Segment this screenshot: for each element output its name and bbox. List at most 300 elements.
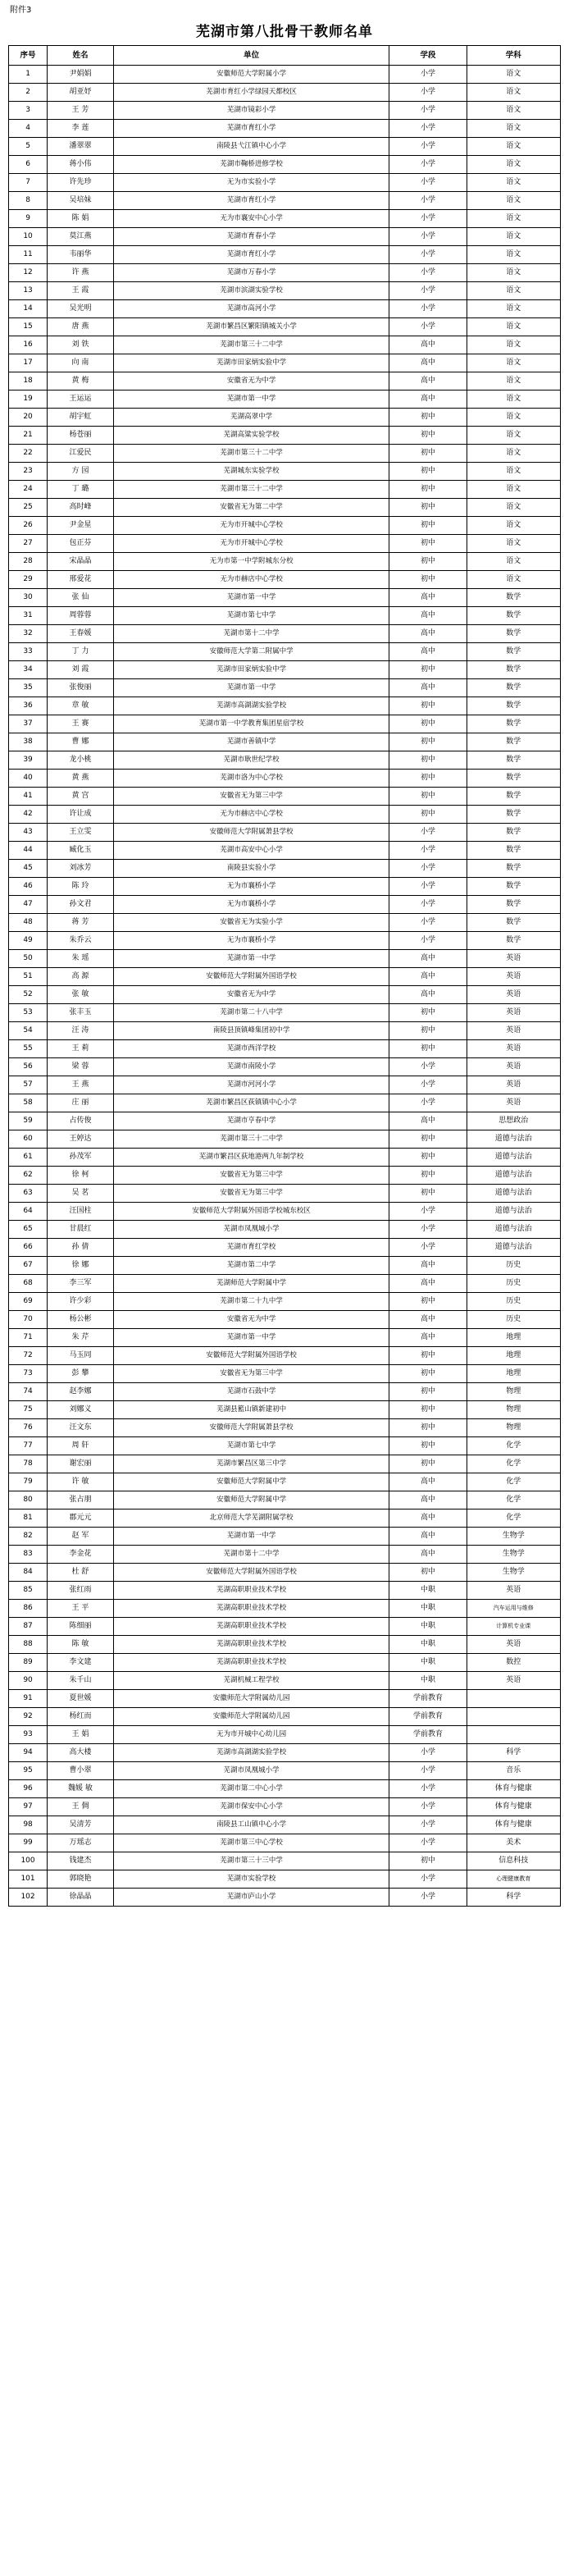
cell-unit: 安徽师范大学附属小学 bbox=[113, 66, 389, 84]
table-row bbox=[9, 1239, 561, 1257]
cell-subject: 语文 bbox=[467, 409, 560, 427]
cell-unit: 安徽省无为第三中学 bbox=[113, 1167, 389, 1185]
cell-name: 孙 倩 bbox=[48, 1239, 114, 1257]
cell-stage: 高中 bbox=[389, 1257, 467, 1275]
cell-name: 吴光明 bbox=[48, 300, 114, 318]
cell-unit: 芜湖市实验学校 bbox=[113, 1870, 389, 1889]
table-row bbox=[9, 427, 561, 445]
cell-name: 李三军 bbox=[48, 1275, 114, 1293]
cell-unit: 芜湖高翠中学 bbox=[113, 409, 389, 427]
cell-seq: 4 bbox=[9, 120, 48, 138]
cell-subject: 信息科技 bbox=[467, 1852, 560, 1870]
table-row bbox=[9, 553, 561, 571]
cell-stage: 小学 bbox=[389, 210, 467, 228]
cell-seq: 61 bbox=[9, 1149, 48, 1167]
cell-seq: 60 bbox=[9, 1130, 48, 1149]
cell-seq: 65 bbox=[9, 1221, 48, 1239]
cell-subject: 语文 bbox=[467, 66, 560, 84]
table-row bbox=[9, 210, 561, 228]
cell-seq: 3 bbox=[9, 102, 48, 120]
cell-seq: 23 bbox=[9, 463, 48, 481]
cell-stage: 高中 bbox=[389, 643, 467, 661]
table-row bbox=[9, 950, 561, 968]
cell-name: 高 源 bbox=[48, 968, 114, 986]
cell-name: 章 敏 bbox=[48, 697, 114, 715]
cell-seq: 96 bbox=[9, 1780, 48, 1798]
table-row bbox=[9, 1780, 561, 1798]
cell-subject: 语文 bbox=[467, 571, 560, 589]
cell-subject: 语文 bbox=[467, 499, 560, 517]
cell-name: 甘晨红 bbox=[48, 1221, 114, 1239]
table-row bbox=[9, 535, 561, 553]
cell-name: 王 霞 bbox=[48, 282, 114, 300]
table-row bbox=[9, 914, 561, 932]
cell-unit: 芜湖市第三中心学校 bbox=[113, 1834, 389, 1852]
cell-unit: 芜湖市万春小学 bbox=[113, 264, 389, 282]
cell-unit: 南陵县实验小学 bbox=[113, 860, 389, 878]
cell-subject: 语文 bbox=[467, 336, 560, 354]
cell-stage: 初中 bbox=[389, 499, 467, 517]
cell-name: 莫江燕 bbox=[48, 228, 114, 246]
table-row bbox=[9, 282, 561, 300]
cell-seq: 69 bbox=[9, 1293, 48, 1311]
cell-name: 陈 敏 bbox=[48, 1636, 114, 1654]
cell-seq: 98 bbox=[9, 1816, 48, 1834]
cell-seq: 18 bbox=[9, 372, 48, 391]
cell-stage: 小学 bbox=[389, 1834, 467, 1852]
cell-subject: 数控 bbox=[467, 1654, 560, 1672]
cell-seq: 58 bbox=[9, 1094, 48, 1112]
table-row bbox=[9, 697, 561, 715]
cell-unit: 芜湖市镜彩小学 bbox=[113, 102, 389, 120]
cell-seq: 19 bbox=[9, 391, 48, 409]
cell-stage: 初中 bbox=[389, 1437, 467, 1455]
cell-seq: 51 bbox=[9, 968, 48, 986]
cell-name: 江爱民 bbox=[48, 445, 114, 463]
cell-subject: 生物学 bbox=[467, 1546, 560, 1564]
cell-subject: 科学 bbox=[467, 1889, 560, 1907]
cell-subject: 数学 bbox=[467, 788, 560, 806]
cell-unit: 芜湖市善镇中学 bbox=[113, 733, 389, 751]
cell-subject: 语文 bbox=[467, 84, 560, 102]
cell-seq: 9 bbox=[9, 210, 48, 228]
table-row bbox=[9, 1149, 561, 1167]
cell-stage: 高中 bbox=[389, 1329, 467, 1347]
table-row bbox=[9, 481, 561, 499]
cell-seq: 7 bbox=[9, 174, 48, 192]
cell-stage: 小学 bbox=[389, 896, 467, 914]
cell-stage: 初中 bbox=[389, 481, 467, 499]
cell-stage: 小学 bbox=[389, 1780, 467, 1798]
cell-stage: 初中 bbox=[389, 1383, 467, 1401]
cell-subject: 英语 bbox=[467, 1058, 560, 1076]
cell-seq: 62 bbox=[9, 1167, 48, 1185]
cell-name: 刘 铁 bbox=[48, 336, 114, 354]
cell-stage: 初中 bbox=[389, 1455, 467, 1473]
cell-subject: 语文 bbox=[467, 553, 560, 571]
page-title: 芜湖市第八批骨干教师名单 bbox=[196, 24, 373, 40]
cell-stage: 学前教育 bbox=[389, 1690, 467, 1708]
table-row bbox=[9, 445, 561, 463]
cell-seq: 88 bbox=[9, 1636, 48, 1654]
table-row bbox=[9, 571, 561, 589]
cell-unit: 芜湖市第七中学 bbox=[113, 1437, 389, 1455]
cell-subject: 化学 bbox=[467, 1510, 560, 1528]
cell-seq: 11 bbox=[9, 246, 48, 264]
cell-unit: 北京师范大学芜湖附属学校 bbox=[113, 1510, 389, 1528]
cell-subject: 汽车运用与维修 bbox=[467, 1600, 560, 1618]
cell-unit: 芜湖市第三十二中学 bbox=[113, 1130, 389, 1149]
cell-name: 占传俊 bbox=[48, 1112, 114, 1130]
cell-stage: 初中 bbox=[389, 1167, 467, 1185]
cell-name: 许先珍 bbox=[48, 174, 114, 192]
cell-name: 汪文东 bbox=[48, 1419, 114, 1437]
cell-name: 谢宏丽 bbox=[48, 1455, 114, 1473]
cell-seq: 82 bbox=[9, 1528, 48, 1546]
cell-stage: 小学 bbox=[389, 1076, 467, 1094]
table-row bbox=[9, 589, 561, 607]
cell-stage: 初中 bbox=[389, 1419, 467, 1437]
cell-stage: 初中 bbox=[389, 427, 467, 445]
table-row bbox=[9, 770, 561, 788]
cell-unit: 芜湖市第七中学 bbox=[113, 607, 389, 625]
cell-unit: 南陵县工山镇中心小学 bbox=[113, 1816, 389, 1834]
cell-stage: 高中 bbox=[389, 1112, 467, 1130]
cell-stage: 初中 bbox=[389, 1149, 467, 1167]
cell-subject: 语文 bbox=[467, 174, 560, 192]
table-row bbox=[9, 1167, 561, 1185]
cell-stage: 高中 bbox=[389, 1491, 467, 1510]
table-row bbox=[9, 1889, 561, 1907]
cell-name: 赵李娜 bbox=[48, 1383, 114, 1401]
cell-stage: 高中 bbox=[389, 1275, 467, 1293]
cell-subject bbox=[467, 1726, 560, 1744]
cell-seq: 67 bbox=[9, 1257, 48, 1275]
cell-stage: 中职 bbox=[389, 1618, 467, 1636]
cell-stage: 小学 bbox=[389, 1221, 467, 1239]
cell-stage: 小学 bbox=[389, 914, 467, 932]
cell-subject: 语文 bbox=[467, 354, 560, 372]
cell-seq: 72 bbox=[9, 1347, 48, 1365]
table-row bbox=[9, 1582, 561, 1600]
cell-name: 朱乔云 bbox=[48, 932, 114, 950]
cell-stage: 初中 bbox=[389, 733, 467, 751]
cell-unit: 芜湖市第一中学 bbox=[113, 391, 389, 409]
cell-seq: 47 bbox=[9, 896, 48, 914]
cell-subject: 英语 bbox=[467, 1004, 560, 1022]
cell-name: 张占朋 bbox=[48, 1491, 114, 1510]
cell-stage: 初中 bbox=[389, 1347, 467, 1365]
cell-seq: 84 bbox=[9, 1564, 48, 1582]
cell-seq: 89 bbox=[9, 1654, 48, 1672]
cell-name: 郡元元 bbox=[48, 1510, 114, 1528]
cell-name: 唐 燕 bbox=[48, 318, 114, 336]
cell-subject: 语文 bbox=[467, 318, 560, 336]
cell-stage: 中职 bbox=[389, 1600, 467, 1618]
cell-subject: 道德与法治 bbox=[467, 1203, 560, 1221]
cell-seq: 53 bbox=[9, 1004, 48, 1022]
table-row bbox=[9, 336, 561, 354]
cell-subject: 地理 bbox=[467, 1347, 560, 1365]
cell-name: 许 燕 bbox=[48, 264, 114, 282]
cell-seq: 38 bbox=[9, 733, 48, 751]
cell-subject: 生物学 bbox=[467, 1528, 560, 1546]
cell-stage: 小学 bbox=[389, 1094, 467, 1112]
cell-name: 杨苍丽 bbox=[48, 427, 114, 445]
cell-unit: 芜湖市第一中学教育集团星宿学校 bbox=[113, 715, 389, 733]
cell-seq: 83 bbox=[9, 1546, 48, 1564]
cell-seq: 73 bbox=[9, 1365, 48, 1383]
cell-name: 赵 军 bbox=[48, 1528, 114, 1546]
cell-seq: 22 bbox=[9, 445, 48, 463]
cell-subject: 科学 bbox=[467, 1744, 560, 1762]
cell-unit: 芜湖市第二十八中学 bbox=[113, 1004, 389, 1022]
cell-name: 黄 梅 bbox=[48, 372, 114, 391]
cell-seq: 99 bbox=[9, 1834, 48, 1852]
cell-stage: 小学 bbox=[389, 66, 467, 84]
cell-seq: 37 bbox=[9, 715, 48, 733]
cell-unit: 芜湖机械工程学校 bbox=[113, 1672, 389, 1690]
cell-name: 王 芳 bbox=[48, 102, 114, 120]
cell-seq: 32 bbox=[9, 625, 48, 643]
cell-stage: 小学 bbox=[389, 300, 467, 318]
cell-unit: 芜湖市第一中学 bbox=[113, 1329, 389, 1347]
cell-unit: 芜湖市高湖湖实验学校 bbox=[113, 697, 389, 715]
cell-stage: 初中 bbox=[389, 1022, 467, 1040]
table-row bbox=[9, 1510, 561, 1528]
cell-name: 彭 攀 bbox=[48, 1365, 114, 1383]
cell-subject: 数学 bbox=[467, 896, 560, 914]
cell-stage: 小学 bbox=[389, 192, 467, 210]
table-row bbox=[9, 1744, 561, 1762]
cell-unit: 芜湖市育红小学 bbox=[113, 120, 389, 138]
cell-unit: 芜湖市河河小学 bbox=[113, 1076, 389, 1094]
cell-subject: 英语 bbox=[467, 986, 560, 1004]
cell-name: 曹小翠 bbox=[48, 1762, 114, 1780]
cell-unit: 芜湖市凤凰城小学 bbox=[113, 1221, 389, 1239]
cell-name: 王春媛 bbox=[48, 625, 114, 643]
table-row bbox=[9, 733, 561, 751]
cell-name: 尹娟娟 bbox=[48, 66, 114, 84]
cell-subject: 化学 bbox=[467, 1455, 560, 1473]
cell-subject: 语文 bbox=[467, 246, 560, 264]
cell-seq: 12 bbox=[9, 264, 48, 282]
cell-unit: 芜湖市第一中学 bbox=[113, 950, 389, 968]
cell-name: 朱 瑶 bbox=[48, 950, 114, 968]
cell-unit: 芜湖市繁昌区繁阳镇城关小学 bbox=[113, 318, 389, 336]
cell-unit: 芜湖市育春小学 bbox=[113, 228, 389, 246]
cell-stage: 小学 bbox=[389, 1203, 467, 1221]
cell-name: 曹 娜 bbox=[48, 733, 114, 751]
cell-subject: 物理 bbox=[467, 1401, 560, 1419]
cell-name: 李文建 bbox=[48, 1654, 114, 1672]
cell-unit: 无为市开城中心学校 bbox=[113, 517, 389, 535]
cell-seq: 75 bbox=[9, 1401, 48, 1419]
cell-seq: 92 bbox=[9, 1708, 48, 1726]
cell-stage: 小学 bbox=[389, 878, 467, 896]
cell-unit: 芜湖市育红小学绿园天都校区 bbox=[113, 84, 389, 102]
table-row bbox=[9, 1022, 561, 1040]
cell-name: 王 平 bbox=[48, 1600, 114, 1618]
table-row bbox=[9, 138, 561, 156]
cell-name: 刘 霞 bbox=[48, 661, 114, 679]
table-row bbox=[9, 1708, 561, 1726]
cell-name: 许让成 bbox=[48, 806, 114, 824]
cell-unit: 芜湖市高河小学 bbox=[113, 300, 389, 318]
cell-subject: 音乐 bbox=[467, 1762, 560, 1780]
cell-unit: 芜湖市鞠桥进修学校 bbox=[113, 156, 389, 174]
cell-name: 王运运 bbox=[48, 391, 114, 409]
cell-unit: 安徽省无为第三中学 bbox=[113, 788, 389, 806]
column-header-name: 姓名 bbox=[48, 46, 114, 66]
cell-name: 魏媛 敏 bbox=[48, 1780, 114, 1798]
table-row bbox=[9, 1293, 561, 1311]
cell-stage: 初中 bbox=[389, 535, 467, 553]
cell-subject: 物理 bbox=[467, 1383, 560, 1401]
column-header-unit: 单位 bbox=[113, 46, 389, 66]
table-row bbox=[9, 751, 561, 770]
cell-stage: 初中 bbox=[389, 715, 467, 733]
cell-unit: 芜湖市第三十三中学 bbox=[113, 1852, 389, 1870]
table-row bbox=[9, 1203, 561, 1221]
cell-seq: 50 bbox=[9, 950, 48, 968]
cell-unit: 芜湖市繁昌区第三中学 bbox=[113, 1455, 389, 1473]
cell-unit: 安徽师范大学第二附属中学 bbox=[113, 643, 389, 661]
cell-name: 胡宇虹 bbox=[48, 409, 114, 427]
cell-name: 刘娜义 bbox=[48, 1401, 114, 1419]
cell-stage: 小学 bbox=[389, 246, 467, 264]
cell-stage: 小学 bbox=[389, 1798, 467, 1816]
cell-name: 孙茂军 bbox=[48, 1149, 114, 1167]
cell-subject: 数学 bbox=[467, 733, 560, 751]
cell-seq: 13 bbox=[9, 282, 48, 300]
cell-stage: 高中 bbox=[389, 1510, 467, 1528]
cell-subject: 数学 bbox=[467, 914, 560, 932]
table-row bbox=[9, 120, 561, 138]
table-row bbox=[9, 1058, 561, 1076]
cell-name: 吴清芳 bbox=[48, 1816, 114, 1834]
cell-unit: 芜湖市育红学校 bbox=[113, 1239, 389, 1257]
roster-table bbox=[8, 45, 561, 1907]
table-row bbox=[9, 1094, 561, 1112]
cell-stage: 小学 bbox=[389, 228, 467, 246]
cell-unit: 芜湖高职职业技术学校 bbox=[113, 1582, 389, 1600]
cell-stage: 初中 bbox=[389, 1852, 467, 1870]
table-row bbox=[9, 1852, 561, 1870]
cell-unit: 安徽师范大学附属外国语学校城东校区 bbox=[113, 1203, 389, 1221]
cell-name: 潘翠翠 bbox=[48, 138, 114, 156]
cell-stage: 小学 bbox=[389, 282, 467, 300]
cell-unit: 安徽省无为第三中学 bbox=[113, 1365, 389, 1383]
cell-name: 吴 茗 bbox=[48, 1185, 114, 1203]
cell-subject: 英语 bbox=[467, 1582, 560, 1600]
cell-seq: 48 bbox=[9, 914, 48, 932]
cell-subject: 数学 bbox=[467, 715, 560, 733]
cell-stage: 高中 bbox=[389, 950, 467, 968]
cell-name: 向 南 bbox=[48, 354, 114, 372]
cell-subject: 英语 bbox=[467, 1094, 560, 1112]
cell-subject: 语文 bbox=[467, 156, 560, 174]
table-row bbox=[9, 264, 561, 282]
cell-name: 刘冰芳 bbox=[48, 860, 114, 878]
cell-unit: 无为市襄桥小学 bbox=[113, 932, 389, 950]
cell-name: 高大楼 bbox=[48, 1744, 114, 1762]
cell-name: 万瑶志 bbox=[48, 1834, 114, 1852]
table-row bbox=[9, 1672, 561, 1690]
table-row bbox=[9, 102, 561, 120]
cell-unit: 无为市襄桥小学 bbox=[113, 878, 389, 896]
cell-unit: 芜湖市西洋学校 bbox=[113, 1040, 389, 1058]
cell-subject: 历史 bbox=[467, 1311, 560, 1329]
cell-seq: 33 bbox=[9, 643, 48, 661]
cell-seq: 14 bbox=[9, 300, 48, 318]
cell-unit: 芜湖市繁昌区荻地港两九年制学校 bbox=[113, 1149, 389, 1167]
cell-seq: 26 bbox=[9, 517, 48, 535]
table-row bbox=[9, 354, 561, 372]
cell-seq: 24 bbox=[9, 481, 48, 499]
cell-name: 汪国柱 bbox=[48, 1203, 114, 1221]
cell-name: 李金花 bbox=[48, 1546, 114, 1564]
cell-stage: 初中 bbox=[389, 697, 467, 715]
cell-seq: 74 bbox=[9, 1383, 48, 1401]
cell-stage: 初中 bbox=[389, 1293, 467, 1311]
cell-subject: 地理 bbox=[467, 1365, 560, 1383]
cell-unit: 安徽省无为实验小学 bbox=[113, 914, 389, 932]
cell-seq: 25 bbox=[9, 499, 48, 517]
cell-name: 朱千山 bbox=[48, 1672, 114, 1690]
cell-unit: 安徽省无为中学 bbox=[113, 986, 389, 1004]
table-row bbox=[9, 1419, 561, 1437]
cell-name: 张俊丽 bbox=[48, 679, 114, 697]
cell-subject: 生物学 bbox=[467, 1564, 560, 1582]
cell-name: 黄 宫 bbox=[48, 788, 114, 806]
table-row bbox=[9, 174, 561, 192]
cell-seq: 86 bbox=[9, 1600, 48, 1618]
cell-seq: 87 bbox=[9, 1618, 48, 1636]
cell-stage: 中职 bbox=[389, 1672, 467, 1690]
cell-name: 夏世媛 bbox=[48, 1690, 114, 1708]
cell-name: 许少彩 bbox=[48, 1293, 114, 1311]
cell-stage: 初中 bbox=[389, 517, 467, 535]
cell-name: 吴培妹 bbox=[48, 192, 114, 210]
cell-stage: 高中 bbox=[389, 336, 467, 354]
cell-seq: 35 bbox=[9, 679, 48, 697]
cell-unit: 芜湖市第一中学 bbox=[113, 589, 389, 607]
cell-seq: 66 bbox=[9, 1239, 48, 1257]
cell-unit: 芜湖市第二中心小学 bbox=[113, 1780, 389, 1798]
cell-stage: 小学 bbox=[389, 1762, 467, 1780]
cell-subject: 语文 bbox=[467, 445, 560, 463]
cell-stage: 初中 bbox=[389, 770, 467, 788]
cell-seq: 95 bbox=[9, 1762, 48, 1780]
cell-seq: 56 bbox=[9, 1058, 48, 1076]
table-row bbox=[9, 968, 561, 986]
cell-seq: 49 bbox=[9, 932, 48, 950]
cell-subject: 化学 bbox=[467, 1491, 560, 1510]
cell-name: 陈 娟 bbox=[48, 210, 114, 228]
cell-unit: 南陵县弋江镇中心小学 bbox=[113, 138, 389, 156]
cell-subject: 语文 bbox=[467, 210, 560, 228]
table-row bbox=[9, 1311, 561, 1329]
cell-subject: 数学 bbox=[467, 679, 560, 697]
cell-unit: 芜湖城东实验学校 bbox=[113, 463, 389, 481]
cell-name: 王婷达 bbox=[48, 1130, 114, 1149]
cell-unit: 无为市赫店中心学校 bbox=[113, 806, 389, 824]
cell-stage: 高中 bbox=[389, 1473, 467, 1491]
table-header-row bbox=[9, 46, 561, 66]
cell-name: 邢爱花 bbox=[48, 571, 114, 589]
cell-stage: 初中 bbox=[389, 553, 467, 571]
